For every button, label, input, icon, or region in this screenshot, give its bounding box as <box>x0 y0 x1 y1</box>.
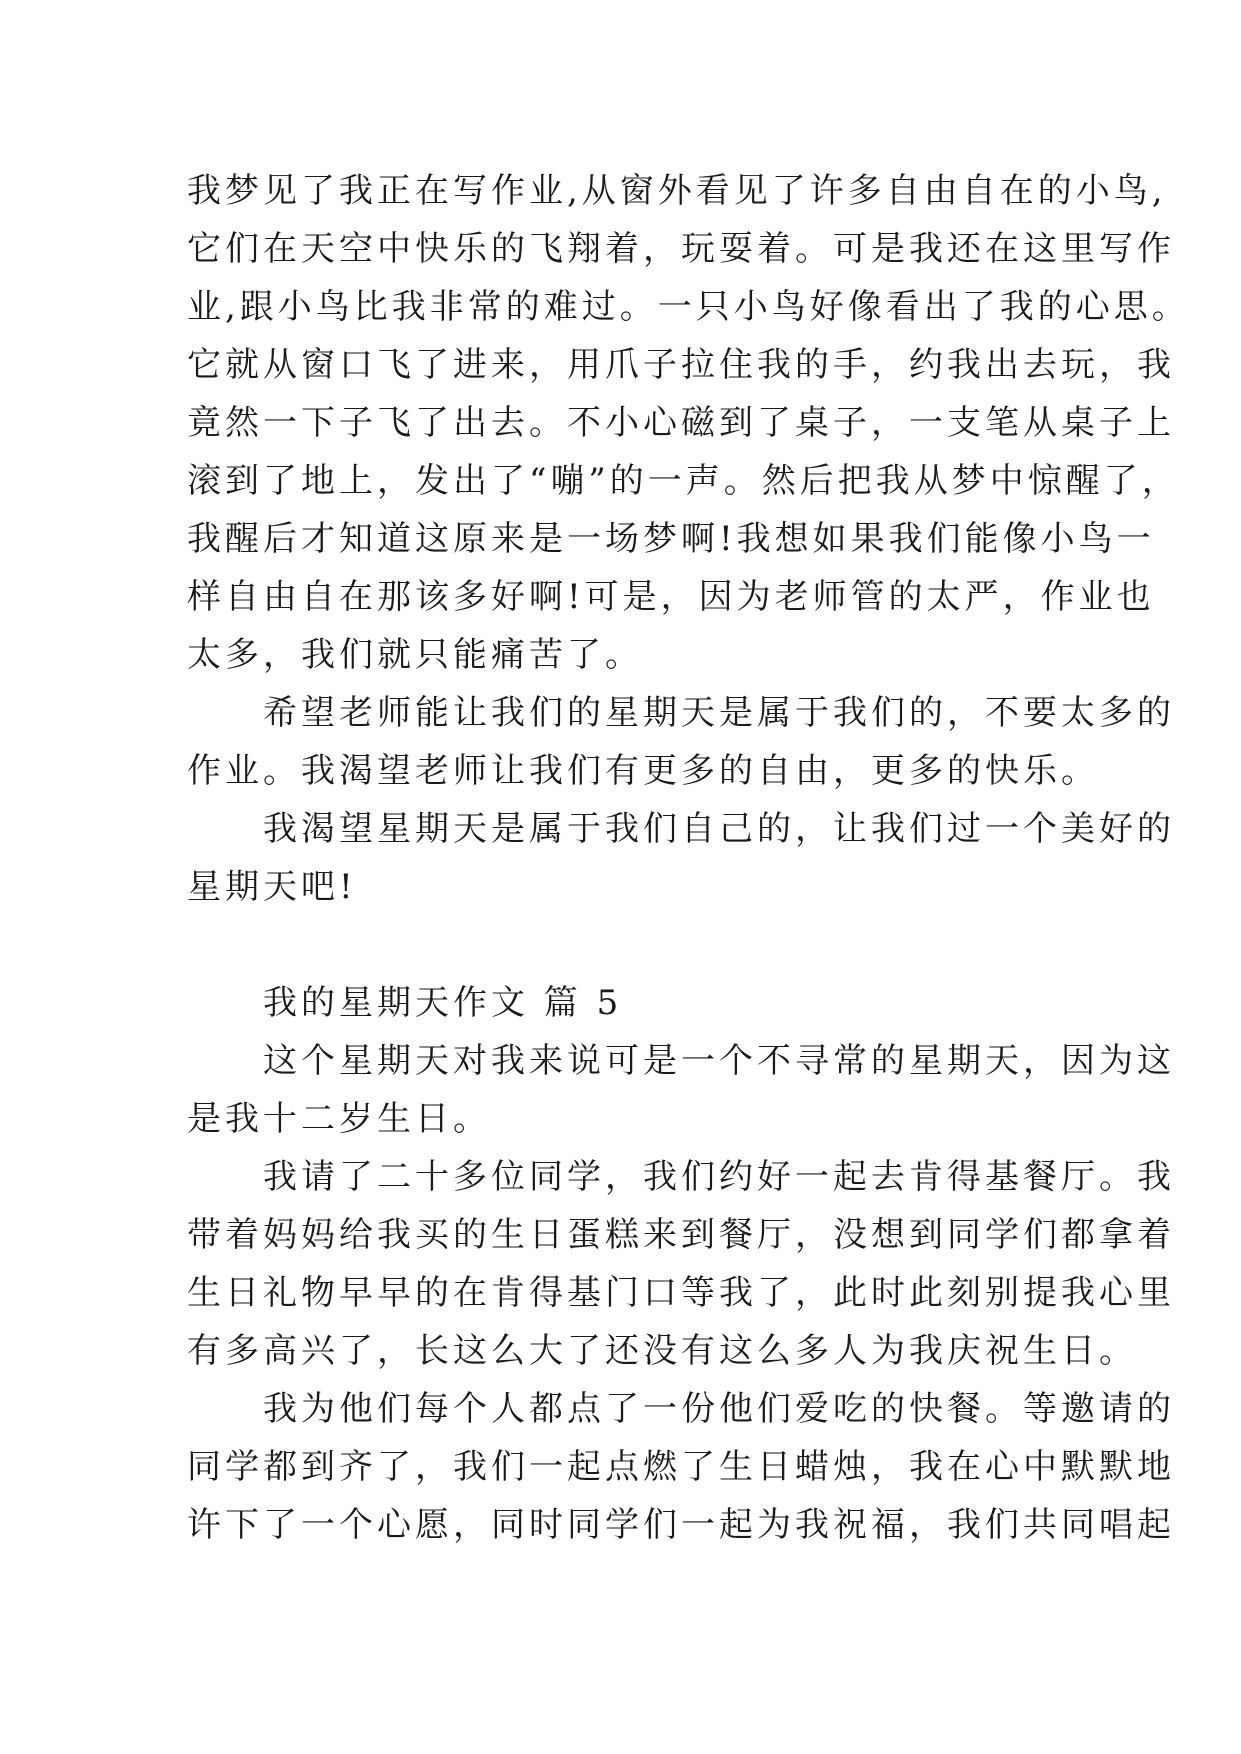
paragraph-birthday-intro <box>187 1032 1175 1148</box>
text-line: 业,跟小鸟比我非常的难过。一只小鸟好像看出了我的心思。 <box>187 287 1190 327</box>
text-line: 我梦见了我正在写作业,从窗外看见了许多自由自在的小鸟, <box>187 171 1167 211</box>
text-line: 它就从窗口飞了进来，用爪子拉住我的手，约我出去玩，我 <box>187 345 1175 385</box>
text-line: 这个星期天对我来说可是一个不寻常的星期天，因为这 <box>187 1041 1175 1081</box>
text-line: 作业。我渴望老师让我们有更多的自由，更多的快乐。 <box>187 751 1099 791</box>
paragraph-invitation <box>187 1148 1175 1380</box>
text-line: 生日礼物早早的在肯得基门口等我了，此时此刻别提我心里 <box>187 1273 1175 1313</box>
paragraph-dream <box>187 162 1190 684</box>
text-line: 我为他们每个人都点了一份他们爱吃的快餐。等邀请的 <box>187 1389 1175 1429</box>
section-heading: 我的星期天作文 篇 5 <box>187 983 623 1023</box>
text-line: 它们在天空中快乐的飞翔着，玩耍着。可是我还在这里写作 <box>187 229 1175 269</box>
text-line: 样自由自在那该多好啊!可是，因为老师管的太严，作业也 <box>187 577 1155 617</box>
paragraph-hope <box>187 684 1175 800</box>
text-line: 带着妈妈给我买的生日蛋糕来到餐厅，没想到同学们都拿着 <box>187 1215 1175 1255</box>
paragraph-celebration <box>187 1380 1175 1554</box>
text-line: 星期天吧! <box>187 867 357 907</box>
text-line: 竟然一下子飞了出去。不小心磁到了桌子，一支笔从桌子上 <box>187 403 1175 443</box>
text-line: 是我十二岁生日。 <box>187 1099 491 1139</box>
text-line: 有多高兴了，长这么大了还没有这么多人为我庆祝生日。 <box>187 1331 1137 1371</box>
text-line: 我渴望星期天是属于我们自己的，让我们过一个美好的 <box>187 809 1175 849</box>
text-line: 我醒后才知道这原来是一场梦啊!我想如果我们能像小鸟一 <box>187 519 1155 559</box>
document-body <box>187 162 1190 1554</box>
text-line: 同学都到齐了，我们一起点燃了生日蜡烛，我在心中默默地 <box>187 1447 1175 1487</box>
paragraph-wish <box>187 800 1175 916</box>
text-line: 许下了一个心愿，同时同学们一起为我祝福，我们共同唱起 <box>187 1505 1175 1545</box>
text-line: 太多，我们就只能痛苦了。 <box>187 635 643 675</box>
text-line: 希望老师能让我们的星期天是属于我们的，不要太多的 <box>187 693 1175 733</box>
section-spacer <box>187 916 1057 974</box>
text-line: 我请了二十多位同学，我们约好一起去肯得基餐厅。我 <box>187 1157 1175 1197</box>
text-line: 滚到了地上，发出了“嘣”的一声。然后把我从梦中惊醒了， <box>187 461 1180 501</box>
